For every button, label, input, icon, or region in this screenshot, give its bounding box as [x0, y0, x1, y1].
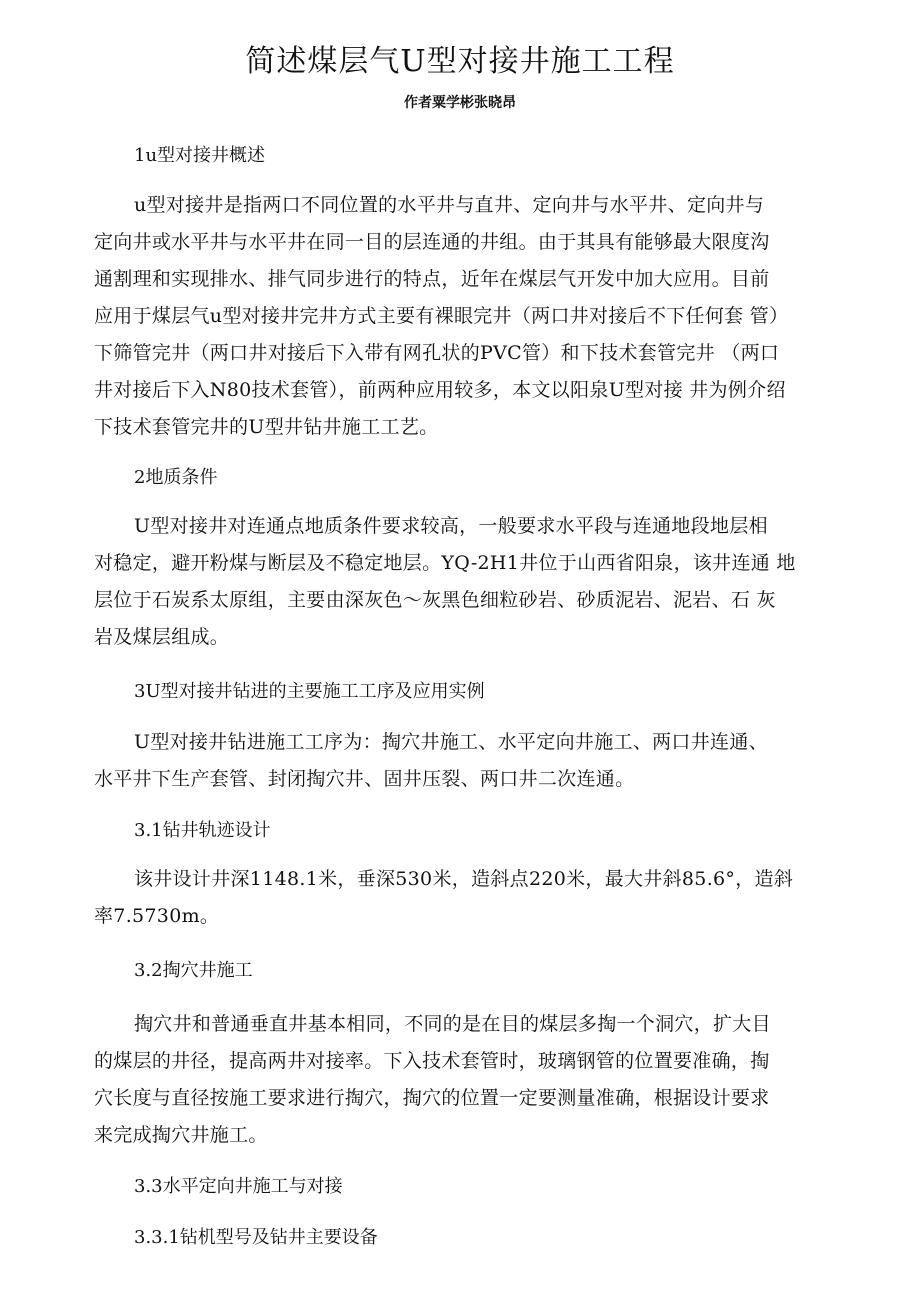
paragraph-line: 岩及煤层组成。	[94, 626, 230, 648]
paragraph-line: 该井设计井深1148.1米，垂深530米，造斜点220米，最大井斜85.6°，造斜	[134, 868, 794, 890]
paragraph-line: U型对接井对连通点地质条件要求较高，一般要求水平段与连通地段地层相	[134, 515, 768, 537]
section-3-2-paragraph	[94, 1006, 834, 1154]
document-author: 作者粟学彬张晓昂	[404, 95, 516, 111]
paragraph-line: 的煤层的井径，提高两井对接率。下入技术套管时，玻璃钢管的位置要准确，掏	[94, 1050, 770, 1072]
section-heading-1: 1u型对接井概述	[134, 145, 266, 166]
paragraph-line: 水平井下生产套管、封闭掏穴井、固井压裂、两口井二次连通。	[94, 768, 635, 790]
paragraph-line: 对稳定，避开粉煤与断层及不稳定地层。YQ-2H1井位于山西省阳泉，该井连通 地	[94, 552, 796, 574]
section-heading-3-3-1: 3.3.1钻机型号及钻井主要设备	[134, 1227, 378, 1248]
section-2-paragraph	[94, 508, 834, 656]
paragraph-line: 来完成掏穴井施工。	[94, 1124, 268, 1146]
paragraph-line: 掏穴井和普通垂直井基本相同，不同的是在目的煤层多掏一个洞穴，扩大目	[134, 1013, 771, 1035]
section-heading-3-1: 3.1钻井轨迹设计	[134, 820, 271, 841]
paragraph-line: 井对接后下入N80技术套管），前两种应用较多，本文以阳泉U型对接 井为例介绍	[94, 379, 786, 401]
paragraph-line: 层位于石炭系太原组，主要由深灰色〜灰黑色细粒砂岩、砂质泥岩、泥岩、石 灰	[94, 589, 776, 611]
section-3-1-paragraph	[94, 861, 834, 935]
paragraph-line: 穴长度与直径按施工要求进行掏穴，掏穴的位置一定要测量准确，根据设计要求	[94, 1087, 770, 1109]
paragraph-line: u型对接井是指两口不同位置的水平井与直井、定向井与水平井、定向井与	[134, 194, 765, 216]
paragraph-line: 下技术套管完井的U型井钻井施工工艺。	[94, 416, 439, 438]
paragraph-line: 定向井或水平井与水平井在同一目的层连通的井组。由于其具有能够最大限度沟	[94, 231, 770, 253]
document-title: 简述煤层气U型对接井施工工程	[245, 44, 675, 79]
section-1-paragraph	[94, 187, 834, 446]
paragraph-line: 率7.5730m。	[94, 905, 220, 927]
section-heading-3-3: 3.3水平定向井施工与对接	[134, 1176, 343, 1197]
section-heading-3-2: 3.2掏穴井施工	[134, 960, 253, 981]
section-heading-3: 3U型对接井钻进的主要施工工序及应用实例	[134, 681, 485, 702]
paragraph-line: U型对接井钻进施工工序为：掏穴井施工、水平定向井施工、两口井连通、	[134, 731, 768, 753]
paragraph-line: 下筛管完井（两口井对接后下入带有网孔状的PVC管）和下技术套管完井 （两口	[94, 342, 780, 364]
paragraph-line: 应用于煤层气u型对接井完井方式主要有裸眼完井（两口井对接后不下任何套 管）	[94, 305, 789, 327]
paragraph-line: 通割理和实现排水、排气同步进行的特点，近年在煤层气开发中加大应用。目前	[94, 268, 770, 290]
section-heading-2: 2地质条件	[134, 467, 218, 488]
section-3-paragraph	[94, 724, 834, 798]
